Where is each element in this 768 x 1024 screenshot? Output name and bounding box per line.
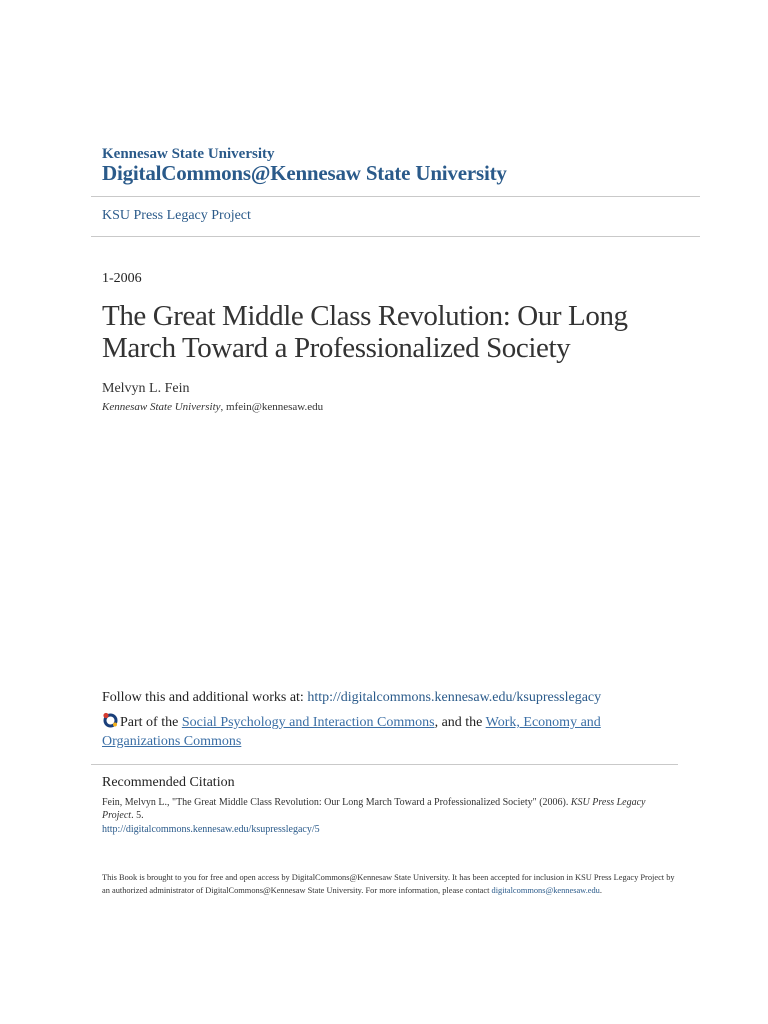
part-of-prefix: Part of the: [120, 715, 182, 730]
affiliation-name: Kennesaw State University: [102, 401, 221, 413]
citation-text: [102, 796, 677, 822]
publication-date: 1-2006: [102, 271, 142, 286]
notice-text: This Book is brought to you for free and open access by DigitalCommons@Kennesaw State University. It has been accepted for inclusion in KSU Press Legacy Project by an authorized administrator of DigitalCommons@Kennesaw State University. For more information, please contact: [102, 873, 675, 895]
citation-url-link[interactable]: http://digitalcommons.kennesaw.edu/ksupresslegacy/5: [102, 824, 320, 835]
part-of-middle: , and the: [434, 715, 486, 730]
author-affiliation: [102, 401, 323, 413]
author-email: , mfein@kennesaw.edu: [220, 401, 324, 413]
social-psychology-commons-link[interactable]: Social Psychology and Interaction Commons: [181, 715, 435, 730]
part-of-line: [102, 712, 662, 751]
series-link[interactable]: KSU Press Legacy Project: [102, 208, 251, 223]
follow-prefix: Follow this and additional works at:: [102, 690, 308, 705]
recommended-citation-heading: Recommended Citation: [102, 775, 235, 790]
notice-end: .: [599, 886, 602, 895]
access-notice: [102, 871, 677, 897]
contact-email-link[interactable]: digitalcommons@kennesaw.edu: [491, 886, 600, 895]
follow-url-link[interactable]: http://digitalcommons.kennesaw.edu/ksupresslegacy: [307, 690, 602, 705]
document-title: The Great Middle Class Revolution: Our Long March Toward a Professionalized Society: [102, 300, 628, 364]
follow-line: [102, 690, 601, 706]
citation-source: KSU Press Legacy Project: [102, 797, 646, 821]
university-name: Kennesaw State University: [102, 146, 275, 162]
network-commons-icon: [102, 712, 118, 728]
citation-body: Fein, Melvyn L., "The Great Middle Class Revolution: Our Long March Toward a Professionalized Society" (2006).: [102, 797, 569, 808]
citation-number: . 5.: [131, 810, 144, 821]
work-economy-commons-link[interactable]: Work, Economy and Organizations Commons: [102, 715, 601, 749]
header-rule-top: [91, 196, 700, 197]
citation-rule: [91, 764, 678, 765]
repository-name[interactable]: DigitalCommons@Kennesaw State University: [102, 161, 507, 185]
header-rule-bottom: [91, 236, 700, 237]
author-name: Melvyn L. Fein: [102, 381, 190, 396]
